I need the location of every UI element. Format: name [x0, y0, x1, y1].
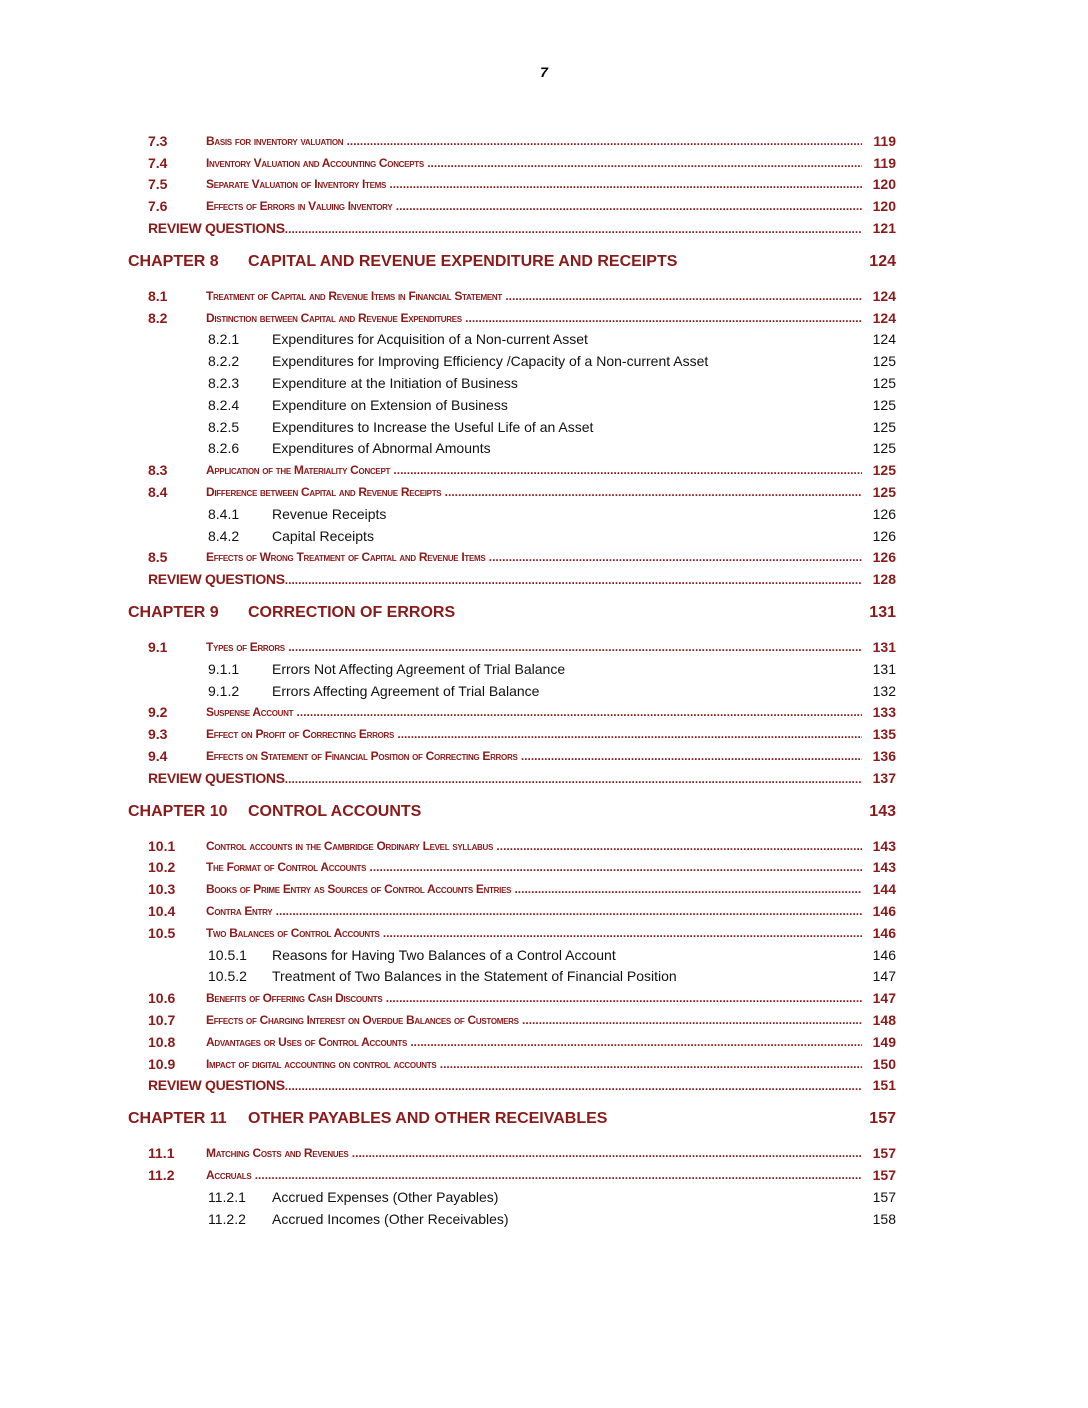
toc-review-questions-entry[interactable]	[128, 767, 896, 789]
toc-chapter-entry[interactable]	[128, 598, 896, 628]
section-title: Effect on Profit of Correcting Errors .....	[206, 727, 862, 741]
toc-subsection-entry[interactable]	[128, 416, 896, 438]
section-title: Inventory Valuation and Accounting Concepts .....	[206, 156, 862, 170]
section-number: 10.2	[148, 859, 176, 876]
toc-section-entry[interactable]	[128, 702, 896, 724]
chapter-page-number: 131	[869, 604, 896, 622]
toc-section-entry[interactable]	[128, 857, 896, 879]
section-page-number: 133	[872, 704, 896, 721]
toc-section-entry[interactable]	[128, 878, 896, 900]
section-page-number: 135	[872, 726, 896, 743]
section-title: Basis for inventory valuation .....	[206, 134, 862, 148]
section-page-number: 144	[872, 881, 896, 898]
section-title: Types of Errors .....	[206, 640, 862, 654]
toc-section-entry[interactable]	[128, 835, 896, 857]
subsection-page-number: 132	[872, 682, 896, 699]
toc-section-entry[interactable]	[128, 1053, 896, 1075]
section-number: 8.1	[148, 287, 168, 304]
subsection-title: Errors Not Affecting Agreement of Trial Balance	[272, 660, 566, 677]
subsection-title: Expenditures for Improving Efficiency /Capacity of a Non-current Asset	[272, 353, 709, 370]
section-page-number: 148	[872, 1011, 896, 1028]
chapter-page-number: 124	[869, 252, 896, 270]
subsection-page-number: 125	[872, 418, 896, 435]
section-number: 11.2	[148, 1166, 175, 1183]
section-page-number: 143	[872, 859, 896, 876]
chapter-page-number: 143	[869, 802, 896, 820]
chapter-title: CORRECTION OF ERRORS	[248, 604, 456, 622]
section-page-number: 146	[872, 924, 896, 941]
toc-chapter-entry[interactable]	[128, 247, 896, 277]
subsection-title: Expenditure at the Initiation of Business	[272, 375, 518, 392]
section-page-number: 143	[872, 837, 896, 854]
section-page-number: 157	[872, 1166, 896, 1183]
section-title: Difference between Capital and Revenue Receipts .....	[206, 485, 862, 499]
section-page-number: 120	[872, 198, 896, 215]
toc-subsection-entry[interactable]	[128, 350, 896, 372]
section-title: Matching Costs and Revenues .....	[206, 1146, 862, 1160]
section-page-number: 131	[872, 639, 896, 656]
section-number: 9.3	[148, 726, 168, 743]
subsection-page-number: 131	[872, 660, 896, 677]
subsection-page-number: 125	[872, 375, 896, 392]
toc-subsection-entry[interactable]	[128, 503, 896, 525]
subsection-title: Expenditures to Increase the Useful Life of an Asset	[272, 418, 594, 435]
section-page-number: 119	[873, 132, 896, 149]
subsection-title: Errors Affecting Agreement of Trial Balance	[272, 682, 540, 699]
section-number: 7.5	[148, 176, 168, 193]
toc-subsection-entry[interactable]	[128, 394, 896, 416]
section-title: Suspense Account .....	[206, 705, 862, 719]
subsection-title: Accrued Incomes (Other Receivables)	[272, 1210, 509, 1227]
toc-section-entry[interactable]	[128, 1009, 896, 1031]
review-questions-page-number: 128	[872, 571, 896, 588]
section-number: 10.7	[148, 1011, 176, 1028]
subsection-number: 8.2.3	[208, 375, 240, 392]
section-title: Control accounts in the Cambridge Ordinary Level syllabus .....	[206, 839, 862, 853]
section-number: 7.3	[148, 132, 168, 149]
section-number: 7.4	[148, 154, 168, 171]
subsection-number: 8.4.2	[208, 527, 240, 544]
section-page-number: 120	[872, 176, 896, 193]
subsection-title: Expenditure on Extension of Business	[272, 396, 508, 413]
subsection-page-number: 124	[872, 331, 896, 348]
section-number: 8.3	[148, 462, 168, 479]
section-title: Separate Valuation of Inventory Items .....	[206, 177, 862, 191]
subsection-title: Expenditures for Acquisition of a Non-current Asset	[272, 331, 588, 348]
section-title: Effects of Errors in Valuing Inventory .....	[206, 199, 862, 213]
section-page-number: 125	[872, 462, 896, 479]
section-number: 10.4	[148, 903, 176, 919]
toc-section-entry[interactable]	[128, 636, 896, 658]
section-title: Advantages or Uses of Control Accounts .....	[206, 1035, 862, 1049]
toc-section-entry[interactable]	[128, 547, 896, 569]
section-title: Distinction between Capital and Revenue Expenditures .....	[206, 311, 862, 325]
section-title: Contra Entry .....	[206, 904, 862, 918]
subsection-title: Expenditures of Abnormal Amounts	[272, 440, 491, 457]
subsection-page-number: 126	[872, 527, 896, 544]
toc-section-entry[interactable]	[128, 922, 896, 944]
subsection-number: 8.2.5	[208, 418, 240, 435]
review-questions-title: REVIEW QUESTIONS .....	[148, 220, 862, 236]
toc-section-entry[interactable]	[128, 900, 896, 922]
chapter-label: CHAPTER 11	[128, 1110, 227, 1128]
section-page-number: 150	[872, 1055, 896, 1072]
toc-section-entry[interactable]	[128, 130, 896, 152]
section-page-number: 126	[872, 549, 896, 566]
toc-chapter-entry[interactable]	[128, 797, 896, 827]
section-number: 11.1	[148, 1145, 175, 1162]
table-of-contents	[128, 130, 896, 1229]
section-title: Accruals .....	[206, 1168, 862, 1182]
toc-section-entry[interactable]	[128, 481, 896, 503]
section-page-number: 136	[872, 748, 896, 765]
subsection-number: 9.1.1	[208, 660, 240, 677]
subsection-page-number: 147	[872, 968, 896, 985]
section-number: 9.1	[148, 639, 168, 656]
toc-section-entry[interactable]	[128, 1031, 896, 1053]
toc-section-entry[interactable]	[128, 987, 896, 1009]
toc-review-questions-entry[interactable]	[128, 568, 896, 590]
section-page-number: 157	[872, 1145, 896, 1162]
section-title: Effects on Statement of Financial Position of Correcting Errors .....	[206, 749, 862, 763]
toc-subsection-entry[interactable]	[128, 525, 896, 547]
section-number: 10.9	[148, 1055, 176, 1072]
section-page-number: 146	[872, 903, 896, 919]
toc-section-entry[interactable]	[128, 1142, 896, 1164]
section-title: Treatment of Capital and Revenue Items in Financial Statement .....	[206, 289, 862, 303]
subsection-page-number: 158	[872, 1210, 896, 1227]
section-title: Two Balances of Control Accounts .....	[206, 926, 862, 940]
review-questions-page-number: 151	[872, 1077, 896, 1094]
subsection-number: 10.5.2	[208, 968, 247, 985]
page-number: 7	[540, 64, 548, 80]
toc-section-entry[interactable]	[128, 195, 896, 217]
subsection-number: 10.5.1	[208, 946, 247, 963]
toc-subsection-entry[interactable]	[128, 966, 896, 988]
subsection-page-number: 125	[872, 396, 896, 413]
review-questions-title: REVIEW QUESTIONS .....	[148, 1077, 862, 1093]
subsection-number: 11.2.1	[208, 1188, 246, 1205]
subsection-title: Revenue Receipts	[272, 505, 387, 522]
section-page-number: 125	[872, 484, 896, 501]
section-title: Impact of digital accounting on control accounts .....	[206, 1057, 862, 1071]
toc-section-entry[interactable]	[128, 174, 896, 196]
section-title: Effects of Charging Interest on Overdue Balances of Customers .....	[206, 1013, 862, 1027]
subsection-number: 8.4.1	[208, 505, 240, 522]
chapter-label: CHAPTER 8	[128, 252, 219, 270]
chapter-title: OTHER PAYABLES AND OTHER RECEIVABLES	[248, 1110, 608, 1128]
section-number: 10.5	[148, 924, 176, 941]
subsection-page-number: 157	[872, 1188, 896, 1205]
toc-section-entry[interactable]	[128, 723, 896, 745]
subsection-number: 8.2.6	[208, 440, 240, 457]
review-questions-title: REVIEW QUESTIONS .....	[148, 571, 862, 587]
toc-section-entry[interactable]	[128, 1164, 896, 1186]
section-page-number: 119	[873, 154, 896, 171]
section-page-number: 147	[872, 990, 896, 1007]
section-number: 9.4	[148, 748, 168, 765]
toc-section-entry[interactable]	[128, 745, 896, 767]
section-number: 8.5	[148, 549, 168, 566]
toc-review-questions-entry[interactable]	[128, 1074, 896, 1096]
toc-chapter-entry[interactable]	[128, 1104, 896, 1134]
subsection-number: 9.1.2	[208, 682, 240, 699]
section-page-number: 149	[872, 1033, 896, 1050]
toc-subsection-entry[interactable]	[128, 1186, 896, 1208]
section-title: The Format of Control Accounts .....	[206, 860, 862, 874]
chapter-title: CAPITAL AND REVENUE EXPENDITURE AND RECEIPTS	[248, 252, 678, 270]
toc-subsection-entry[interactable]	[128, 680, 896, 702]
toc-section-entry[interactable]	[128, 152, 896, 174]
section-page-number: 124	[872, 309, 896, 326]
review-questions-page-number: 121	[872, 220, 896, 237]
section-number: 10.8	[148, 1033, 176, 1050]
section-number: 9.2	[148, 704, 168, 721]
subsection-page-number: 125	[872, 353, 896, 370]
toc-subsection-entry[interactable]	[128, 1208, 896, 1230]
section-title: Benefits of Offering Cash Discounts .....	[206, 991, 862, 1005]
section-number: 10.3	[148, 881, 176, 898]
toc-section-entry[interactable]	[128, 307, 896, 329]
chapter-page-number: 157	[869, 1110, 896, 1128]
subsection-title: Accrued Expenses (Other Payables)	[272, 1188, 499, 1205]
toc-section-entry[interactable]	[128, 459, 896, 481]
section-title: Books of Prime Entry as Sources of Control Accounts Entries .....	[206, 882, 862, 896]
subsection-number: 8.2.4	[208, 396, 240, 413]
section-number: 8.2	[148, 309, 168, 326]
section-number: 8.4	[148, 484, 168, 501]
subsection-page-number: 125	[872, 440, 896, 457]
toc-subsection-entry[interactable]	[128, 329, 896, 351]
subsection-number: 11.2.2	[208, 1210, 246, 1227]
section-number: 10.1	[148, 837, 176, 854]
subsection-number: 8.2.1	[208, 331, 240, 348]
toc-subsection-entry[interactable]	[128, 658, 896, 680]
chapter-label: CHAPTER 9	[128, 604, 219, 622]
subsection-title: Capital Receipts	[272, 527, 374, 544]
toc-review-questions-entry[interactable]	[128, 217, 896, 239]
subsection-page-number: 126	[872, 505, 896, 522]
chapter-title: CONTROL ACCOUNTS	[248, 802, 422, 820]
toc-subsection-entry[interactable]	[128, 372, 896, 394]
subsection-number: 8.2.2	[208, 353, 240, 370]
toc-subsection-entry[interactable]	[128, 944, 896, 966]
review-questions-title: REVIEW QUESTIONS .....	[148, 770, 862, 786]
section-number: 7.6	[148, 198, 168, 215]
section-page-number: 124	[872, 287, 896, 304]
subsection-title: Treatment of Two Balances in the Statement of Financial Position	[272, 968, 677, 985]
review-questions-page-number: 137	[872, 769, 896, 786]
toc-section-entry[interactable]	[128, 285, 896, 307]
section-title: Effects of Wrong Treatment of Capital and Revenue Items .....	[206, 550, 862, 564]
subsection-title: Reasons for Having Two Balances of a Control Account	[272, 946, 616, 963]
toc-subsection-entry[interactable]	[128, 438, 896, 460]
subsection-page-number: 146	[872, 946, 896, 963]
section-number: 10.6	[148, 990, 176, 1007]
section-title: Application of the Materiality Concept .....	[206, 463, 862, 477]
chapter-label: CHAPTER 10	[128, 802, 228, 820]
